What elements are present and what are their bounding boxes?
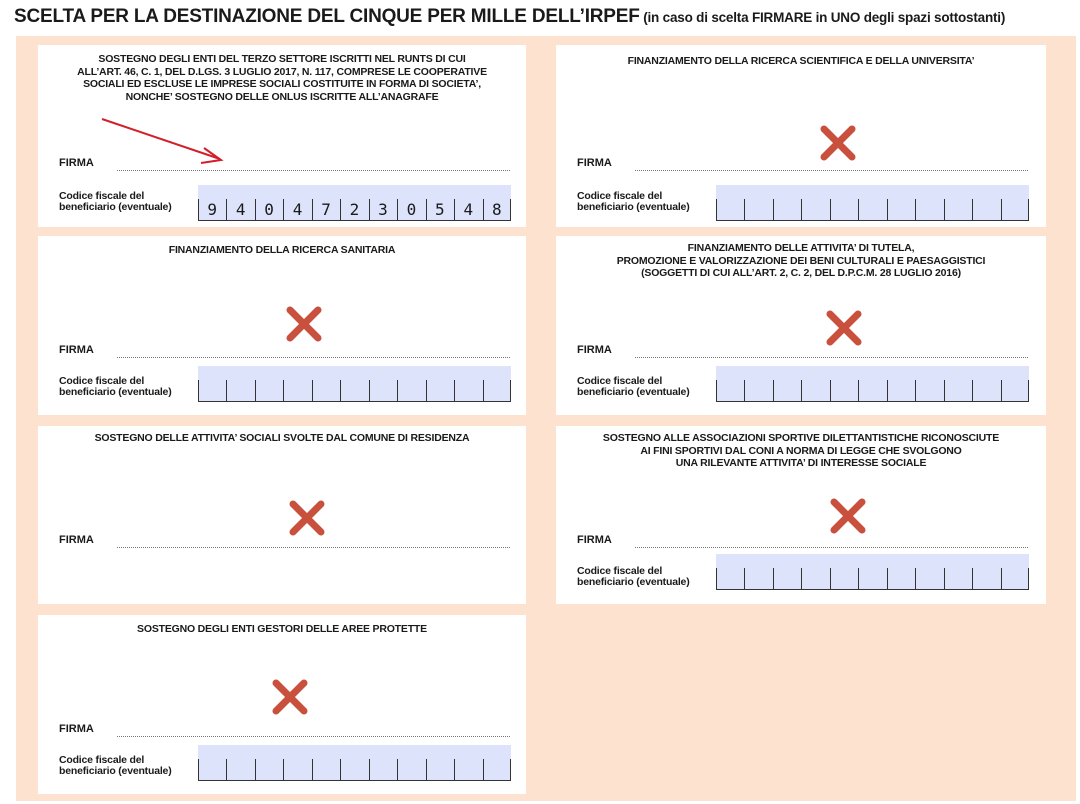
cf-grid[interactable] xyxy=(716,554,1029,590)
cf-cell-divider xyxy=(887,568,888,590)
cf-cell-divider xyxy=(1028,380,1029,402)
cf-cell-divider xyxy=(744,199,745,221)
cf-cell-divider xyxy=(454,380,455,402)
cf-label: Codice fiscale del beneficiario (eventuale) xyxy=(59,754,172,777)
firma-label: FIRMA xyxy=(59,723,94,735)
firma-label: FIRMA xyxy=(577,534,612,546)
cf-digit: 3 xyxy=(378,200,388,219)
signature-line[interactable] xyxy=(635,170,1028,171)
cross-icon xyxy=(284,304,324,344)
cf-cell-divider xyxy=(716,568,717,590)
cf-digit: 4 xyxy=(292,200,303,219)
cf-cell-divider xyxy=(972,380,973,402)
arrow-icon xyxy=(98,115,228,170)
cf-cell-divider xyxy=(510,380,511,402)
cf-grid[interactable] xyxy=(716,185,1029,221)
box-associazioni-sportive xyxy=(556,426,1046,604)
cf-digit: 7 xyxy=(321,200,331,219)
cf-digit: 4 xyxy=(235,200,246,219)
cross-icon xyxy=(287,498,327,538)
cf-cell-divider xyxy=(830,380,831,402)
cf-cell-divider xyxy=(915,199,916,221)
cf-cell-divider xyxy=(312,759,313,781)
signature-line[interactable] xyxy=(635,547,1028,548)
cf-grid-baseline xyxy=(716,401,1029,402)
cf-cell-divider xyxy=(716,199,717,221)
cf-cell-divider xyxy=(972,199,973,221)
cf-grid[interactable] xyxy=(198,745,511,781)
box-title: SOSTEGNO DELLE ATTIVITA’ SOCIALI SVOLTE DAL COMUNE DI RESIDENZA xyxy=(94,432,470,444)
box-aree-protette xyxy=(38,615,526,794)
cf-digit: 5 xyxy=(435,200,445,219)
cf-cell-divider xyxy=(858,380,859,402)
box-ricerca-sanitaria xyxy=(38,236,526,415)
cf-cell-divider xyxy=(944,199,945,221)
cf-cell-divider xyxy=(426,380,427,402)
cf-cell-divider xyxy=(915,380,916,402)
cf-label: Codice fiscale del beneficiario (eventuale) xyxy=(59,190,172,213)
cf-cell-divider xyxy=(1028,199,1029,221)
cf-cell-divider xyxy=(397,759,398,781)
cf-cell-divider xyxy=(830,199,831,221)
cf-digit: 0 xyxy=(264,200,274,219)
firma-label: FIRMA xyxy=(577,157,612,169)
cf-cell-divider xyxy=(226,380,227,402)
cf-grid[interactable] xyxy=(198,185,511,221)
cf-cell-divider xyxy=(226,759,227,781)
cf-cell-divider xyxy=(944,380,945,402)
cf-cell-divider xyxy=(773,568,774,590)
box-title: SOSTEGNO DEGLI ENTI DEL TERZO SETTORE ISCRITTI NEL RUNTS DI CUI ALL’ART. 46, C. 1, DEL D.LGS. 3 LUGLIO 2017, N. 117, COMPRESE LE COOPERATIVE SOCIALI ED ESCLUSE LE IMPRESE SOCIALI COSTITUITE IN FORMA DI SOCIETA’, NONCHE’ SOSTEGNO DELLE ONLUS ISCRITTE ALL’ANAGRAFE xyxy=(77,53,487,103)
cf-cell-divider xyxy=(801,199,802,221)
box-terzo-settore xyxy=(38,45,526,227)
signature-line[interactable] xyxy=(117,736,510,737)
cf-cell-divider xyxy=(801,380,802,402)
cf-cell-divider xyxy=(915,568,916,590)
cf-digit: 9 xyxy=(207,200,218,219)
cross-icon xyxy=(828,496,868,536)
cf-digit: 4 xyxy=(463,200,474,219)
cf-grid[interactable] xyxy=(198,366,511,402)
cross-icon xyxy=(818,123,858,163)
box-title: SOSTEGNO DEGLI ENTI GESTORI DELLE AREE PROTETTE xyxy=(137,623,427,635)
cf-cell-divider xyxy=(887,199,888,221)
cf-cell-divider xyxy=(255,759,256,781)
signature-line[interactable] xyxy=(117,357,510,358)
box-title: SOSTEGNO ALLE ASSOCIAZIONI SPORTIVE DILETTANTISTICHE RICONOSCIUTE AI FINI SPORTIVI DAL CONI A NORMA DI LEGGE CHE SVOLGONO UNA RILEVANTE ATTIVITA’ DI INTERESSE SOCIALE xyxy=(602,432,1000,469)
cf-cell-divider xyxy=(255,380,256,402)
cf-cell-divider xyxy=(369,380,370,402)
cf-cell-divider xyxy=(801,568,802,590)
signature-line[interactable] xyxy=(117,170,510,171)
box-ricerca-scientifica xyxy=(556,45,1046,227)
cross-icon xyxy=(824,308,864,348)
cf-cell-divider xyxy=(454,759,455,781)
cf-cell-divider xyxy=(972,568,973,590)
cf-cell-divider xyxy=(858,199,859,221)
cf-digit: 0 xyxy=(406,200,417,219)
cf-digit: 2 xyxy=(349,200,360,219)
cf-cell-divider xyxy=(397,380,398,402)
cf-cell-divider xyxy=(312,380,313,402)
cf-cell-divider xyxy=(283,380,284,402)
cf-cell-divider xyxy=(340,759,341,781)
cf-cell-divider xyxy=(198,380,199,402)
cf-cell-divider xyxy=(1001,380,1002,402)
cf-cell-divider xyxy=(510,759,511,781)
box-title: FINANZIAMENTO DELLA RICERCA SCIENTIFICA E DELLA UNIVERSITA’ xyxy=(627,55,975,67)
cf-cell-divider xyxy=(1001,199,1002,221)
cf-grid-baseline xyxy=(716,220,1029,221)
cf-grid-baseline xyxy=(198,220,511,221)
firma-label: FIRMA xyxy=(59,157,94,169)
cf-cell-divider xyxy=(858,568,859,590)
firma-label: FIRMA xyxy=(59,534,94,546)
cf-cell-divider xyxy=(483,759,484,781)
form-title xyxy=(14,6,1074,34)
form-title-note: (in caso di scelta FIRMARE in UNO degli spazi sottostanti) xyxy=(639,10,1006,25)
cf-cell-divider xyxy=(773,199,774,221)
cf-cell-divider xyxy=(340,380,341,402)
cf-cell-divider xyxy=(744,380,745,402)
cf-label: Codice fiscale del beneficiario (eventuale) xyxy=(59,375,172,398)
cf-cell-divider xyxy=(1028,568,1029,590)
cf-grid-baseline xyxy=(198,780,511,781)
cf-cell-divider xyxy=(483,380,484,402)
cf-cell-divider xyxy=(887,380,888,402)
cf-label: Codice fiscale del beneficiario (eventuale) xyxy=(577,375,690,398)
box-title: FINANZIAMENTO DELLA RICERCA SANITARIA xyxy=(168,244,396,256)
box-title: FINANZIAMENTO DELLE ATTIVITA’ DI TUTELA, PROMOZIONE E VALORIZZAZIONE DEI BENI CULTURALI E PAESAGGISTICI (SOGGETTI DI CUI ALL’ART. 2, C. 2, DEL D.P.C.M. 28 LUGLIO 2016) xyxy=(616,242,986,279)
cf-grid[interactable] xyxy=(716,366,1029,402)
cf-label: Codice fiscale del beneficiario (eventuale) xyxy=(577,565,690,588)
cf-grid-baseline xyxy=(716,589,1029,590)
cf-cell-divider xyxy=(1001,568,1002,590)
cf-cell-divider xyxy=(283,759,284,781)
cf-cell-divider xyxy=(944,568,945,590)
form-title-main: SCELTA PER LA DESTINAZIONE DEL CINQUE PER MILLE DELL’IRPEF xyxy=(14,6,640,27)
cross-icon xyxy=(270,677,310,717)
cf-grid-baseline xyxy=(198,401,511,402)
cf-label: Codice fiscale del beneficiario (eventuale) xyxy=(577,190,690,213)
cf-cell-divider xyxy=(830,568,831,590)
cf-cell-divider xyxy=(369,759,370,781)
signature-line[interactable] xyxy=(117,547,510,548)
firma-label: FIRMA xyxy=(577,344,612,356)
cf-digit: 8 xyxy=(491,200,502,219)
cf-cell-divider xyxy=(716,380,717,402)
cf-cell-divider xyxy=(510,199,511,221)
cf-cell-divider xyxy=(198,759,199,781)
firma-label: FIRMA xyxy=(59,344,94,356)
box-beni-culturali xyxy=(556,236,1046,415)
signature-line[interactable] xyxy=(635,357,1028,358)
choices-panel xyxy=(16,36,1076,801)
cf-cell-divider xyxy=(744,568,745,590)
box-comune-residenza xyxy=(38,426,526,604)
cf-cell-divider xyxy=(426,759,427,781)
cf-cell-divider xyxy=(773,380,774,402)
